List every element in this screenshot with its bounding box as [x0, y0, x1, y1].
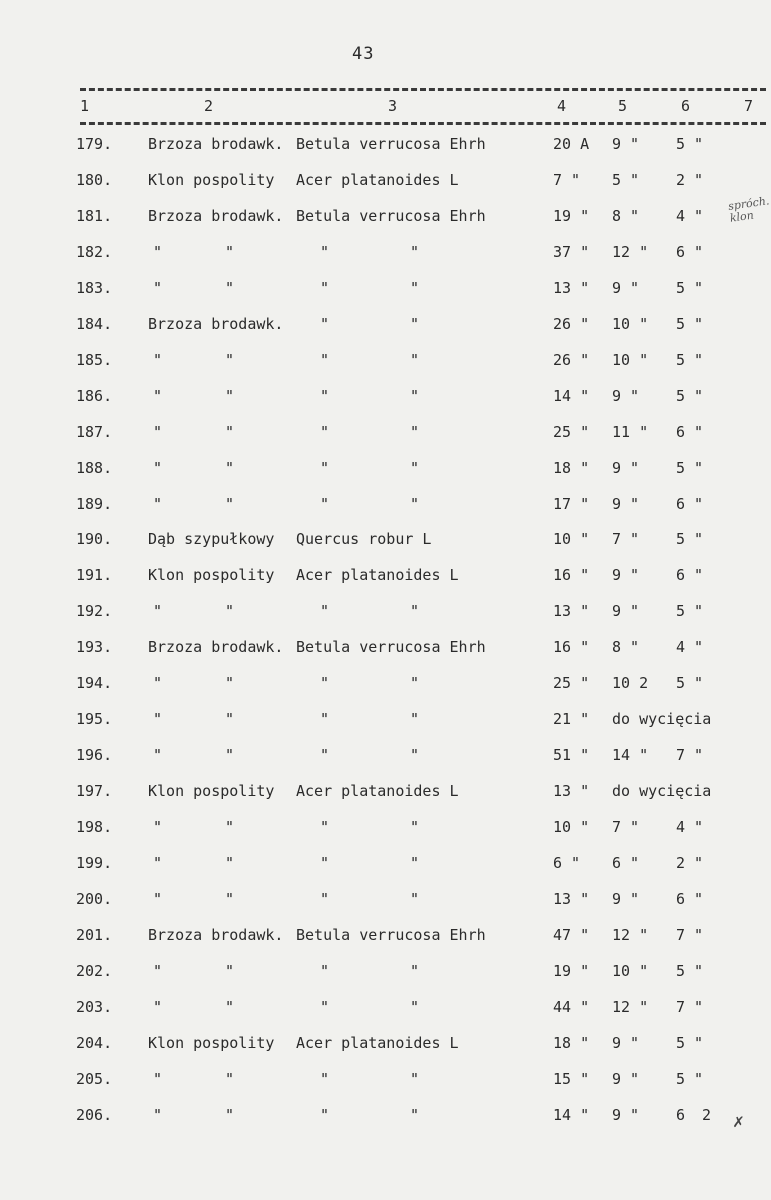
ditto-mark: " [320, 602, 330, 621]
col-5-value: 9 " [612, 135, 640, 153]
ditto-mark: " [410, 386, 420, 405]
ditto-mark: " [410, 818, 420, 837]
col-4-value: 6 " [553, 854, 581, 872]
latin-name: Betula verrucosa Ehrh [296, 638, 486, 657]
col-5-value: 9 " [612, 566, 640, 585]
col-5-value: 5 " [612, 170, 640, 189]
table-row [0, 746, 771, 776]
ditto-mark: " [153, 386, 163, 405]
table-row [0, 710, 771, 740]
col-4-value: 7 " [553, 170, 581, 189]
row-number: 199. [76, 854, 113, 872]
ditto-mark: " [410, 854, 420, 872]
col-5-value: 12 " [612, 997, 649, 1016]
col-6-value: 5 " [676, 674, 704, 693]
ditto-mark: " [153, 458, 163, 477]
table-row [0, 207, 771, 237]
ditto-mark: " [153, 278, 163, 297]
table-row [0, 962, 771, 992]
table-row [0, 854, 771, 884]
ditto-mark: " [153, 674, 163, 693]
col-4-value: 16 " [553, 638, 590, 657]
table-row [0, 243, 771, 273]
col-6-value: 4 " [676, 206, 704, 225]
ditto-mark: " [320, 1105, 330, 1124]
col-5-value: 8 " [612, 206, 640, 225]
row-number: 205. [76, 1069, 113, 1088]
ditto-mark: " [410, 961, 420, 980]
col-4-value: 47 " [553, 925, 590, 944]
col-4-value: 26 " [553, 314, 590, 333]
row-number: 187. [76, 422, 113, 441]
ditto-mark: " [410, 278, 420, 297]
ditto-mark: " [225, 602, 235, 621]
ditto-mark: " [153, 961, 163, 980]
col-5-value: 9 " [612, 386, 640, 405]
ditto-mark: " [410, 242, 420, 261]
col-5-value: 9 " [612, 889, 640, 908]
ditto-mark: " [410, 889, 420, 908]
col-5-value: 10 2 [612, 674, 649, 693]
row-number: 201. [76, 925, 113, 944]
cutting-note: do wycięcia [612, 782, 712, 801]
col-6-value: 5 " [676, 1069, 704, 1088]
latin-name: Acer platanoides L [296, 566, 459, 585]
col-6-value: 4 " [676, 638, 704, 657]
ditto-mark: " [320, 746, 330, 765]
col-6-value: 5 " [676, 386, 704, 405]
ditto-mark: " [410, 674, 420, 693]
col-6-value: 5 " [676, 530, 704, 549]
col-4-value: 26 " [553, 350, 590, 369]
col-6-value: 5 " [676, 602, 704, 621]
col-5-value: 10 " [612, 961, 649, 980]
col-6-value: 7 " [676, 925, 704, 944]
ditto-mark: " [225, 889, 235, 908]
ditto-mark: " [153, 422, 163, 441]
table-row [0, 674, 771, 704]
col-6-value: 2 " [676, 170, 704, 189]
col-5-value: 14 " [612, 746, 649, 765]
polish-name: Klon pospolity [148, 170, 275, 189]
col-header-1: 1 [80, 97, 90, 115]
polish-name: Brzoza brodawk. [148, 206, 284, 225]
col-header-3: 3 [388, 97, 398, 115]
col-6-value: 2 " [676, 854, 704, 872]
row-number: 192. [76, 602, 113, 621]
table-row [0, 638, 771, 668]
ditto-mark: " [153, 818, 163, 837]
col-header-6: 6 [681, 97, 691, 115]
ditto-mark: " [320, 854, 330, 872]
row-number: 191. [76, 566, 113, 585]
polish-name: Klon pospolity [148, 782, 275, 801]
col-4-value: 21 " [553, 710, 590, 729]
row-number: 183. [76, 278, 113, 297]
ditto-mark: " [225, 818, 235, 837]
row-number: 197. [76, 782, 113, 801]
table-row [0, 1106, 771, 1136]
col-4-value: 20 A [553, 135, 590, 153]
col-6-value: 5 " [676, 314, 704, 333]
row-number: 189. [76, 494, 113, 513]
col-4-value: 13 " [553, 278, 590, 297]
col-5-value: 12 " [612, 242, 649, 261]
row-number: 180. [76, 170, 113, 189]
ditto-mark: " [320, 997, 330, 1016]
col-5-value: 9 " [612, 278, 640, 297]
ditto-mark: " [225, 1105, 235, 1124]
ditto-mark: " [225, 350, 235, 369]
col-5-value: 10 " [612, 350, 649, 369]
col-5-value: 8 " [612, 638, 640, 657]
ditto-mark: " [320, 314, 330, 333]
ditto-mark: " [320, 674, 330, 693]
col-4-value: 18 " [553, 1033, 590, 1052]
table-row [0, 1034, 771, 1064]
col-6-value: 6 " [676, 242, 704, 261]
top-rule [80, 88, 766, 91]
ditto-mark: " [225, 961, 235, 980]
ditto-mark: " [320, 1069, 330, 1088]
ditto-mark: " [320, 889, 330, 908]
col-6-value: 7 " [676, 746, 704, 765]
col-header-7: 7 [744, 97, 754, 115]
table-row [0, 315, 771, 345]
row-number: 204. [76, 1033, 113, 1052]
table-row [0, 530, 771, 560]
ditto-mark: " [225, 422, 235, 441]
row-number: 194. [76, 674, 113, 693]
ditto-mark: " [410, 602, 420, 621]
ditto-mark: " [320, 961, 330, 980]
ditto-mark: " [153, 350, 163, 369]
ditto-mark: " [410, 314, 420, 333]
ditto-mark: " [410, 350, 420, 369]
ditto-mark: " [410, 997, 420, 1016]
table-row [0, 566, 771, 596]
col-4-value: 14 " [553, 1105, 590, 1124]
row-number: 181. [76, 206, 113, 225]
ditto-mark: " [225, 278, 235, 297]
col-4-value: 19 " [553, 961, 590, 980]
row-number: 184. [76, 314, 113, 333]
table-row [0, 818, 771, 848]
latin-name: Betula verrucosa Ehrh [296, 206, 486, 225]
table-row [0, 602, 771, 632]
col-4-value: 13 " [553, 889, 590, 908]
header-rule [80, 122, 766, 125]
col-4-value: 44 " [553, 997, 590, 1016]
col-4-value: 16 " [553, 566, 590, 585]
ditto-mark: " [320, 278, 330, 297]
table-row [0, 926, 771, 956]
row-number: 206. [76, 1105, 113, 1124]
row-number: 179. [76, 135, 113, 153]
ditto-mark: " [410, 458, 420, 477]
latin-name: Acer platanoides L [296, 782, 459, 801]
col-7-value: 2 [702, 1105, 712, 1124]
row-number: 193. [76, 638, 113, 657]
col-4-value: 19 " [553, 206, 590, 225]
ditto-mark: " [153, 710, 163, 729]
col-5-value: 9 " [612, 1105, 640, 1124]
ditto-mark: " [153, 602, 163, 621]
col-5-value: 9 " [612, 458, 640, 477]
ditto-mark: " [320, 350, 330, 369]
polish-name: Klon pospolity [148, 566, 275, 585]
polish-name: Brzoza brodawk. [148, 135, 284, 153]
col-6-value: 6 [676, 1105, 686, 1124]
col-6-value: 6 " [676, 566, 704, 585]
col-4-value: 15 " [553, 1069, 590, 1088]
polish-name: Brzoza brodawk. [148, 925, 284, 944]
col-4-value: 37 " [553, 242, 590, 261]
col-5-value: 9 " [612, 494, 640, 513]
ditto-mark: " [153, 854, 163, 872]
table-row [0, 351, 771, 381]
ditto-mark: " [225, 746, 235, 765]
ditto-mark: " [153, 494, 163, 513]
col-5-value: 6 " [612, 854, 640, 872]
col-6-value: 6 " [676, 422, 704, 441]
row-number: 182. [76, 242, 113, 261]
ditto-mark: " [320, 818, 330, 837]
ditto-mark: " [410, 494, 420, 513]
cross-mark: ✗ [733, 1111, 744, 1132]
ditto-mark: " [225, 458, 235, 477]
table-row [0, 279, 771, 309]
ditto-mark: " [410, 1105, 420, 1124]
col-5-value: 7 " [612, 530, 640, 549]
ditto-mark: " [225, 710, 235, 729]
table-row [0, 459, 771, 489]
table-row [0, 782, 771, 812]
col-6-value: 5 " [676, 278, 704, 297]
col-6-value: 5 " [676, 135, 704, 153]
page-number: 43 [352, 44, 375, 64]
row-number: 186. [76, 386, 113, 405]
ditto-mark: " [320, 422, 330, 441]
latin-name: Acer platanoides L [296, 170, 459, 189]
table-row [0, 998, 771, 1028]
table-row [0, 890, 771, 920]
col-5-value: 9 " [612, 602, 640, 621]
ditto-mark: " [225, 494, 235, 513]
ditto-mark: " [225, 997, 235, 1016]
col-5-value: 10 " [612, 314, 649, 333]
col-6-value: 5 " [676, 350, 704, 369]
col-5-value: 7 " [612, 818, 640, 837]
table-row [0, 387, 771, 417]
table-row [0, 423, 771, 453]
ditto-mark: " [153, 1105, 163, 1124]
col-6-value: 6 " [676, 494, 704, 513]
table-row [0, 495, 771, 525]
col-6-value: 5 " [676, 1033, 704, 1052]
col-4-value: 10 " [553, 818, 590, 837]
ditto-mark: " [410, 1069, 420, 1088]
col-header-2: 2 [204, 97, 214, 115]
row-number: 190. [76, 530, 113, 549]
ditto-mark: " [225, 386, 235, 405]
col-5-value: 12 " [612, 925, 649, 944]
col-6-value: 4 " [676, 818, 704, 837]
polish-name: Brzoza brodawk. [148, 314, 284, 333]
polish-name: Klon pospolity [148, 1033, 275, 1052]
row-number: 198. [76, 818, 113, 837]
col-6-value: 5 " [676, 961, 704, 980]
col-4-value: 14 " [553, 386, 590, 405]
row-number: 185. [76, 350, 113, 369]
col-4-value: 13 " [553, 782, 590, 801]
ditto-mark: " [410, 422, 420, 441]
latin-name: Betula verrucosa Ehrh [296, 925, 486, 944]
col-4-value: 17 " [553, 494, 590, 513]
col-4-value: 25 " [553, 422, 590, 441]
col-5-value: 9 " [612, 1069, 640, 1088]
row-number: 203. [76, 997, 113, 1016]
cutting-note: do wycięcia [612, 710, 712, 729]
latin-name: Betula verrucosa Ehrh [296, 135, 486, 153]
col-6-value: 7 " [676, 997, 704, 1016]
ditto-mark: " [153, 746, 163, 765]
row-number: 196. [76, 746, 113, 765]
ditto-mark: " [225, 1069, 235, 1088]
row-number: 200. [76, 889, 113, 908]
polish-name: Dąb szypułkowy [148, 530, 275, 549]
table-row [0, 1070, 771, 1100]
table-row [0, 135, 771, 165]
ditto-mark: " [410, 746, 420, 765]
row-number: 195. [76, 710, 113, 729]
margin-note: spróch. klon [727, 194, 771, 225]
col-4-value: 13 " [553, 602, 590, 621]
col-4-value: 18 " [553, 458, 590, 477]
col-4-value: 10 " [553, 530, 590, 549]
col-5-value: 9 " [612, 1033, 640, 1052]
ditto-mark: " [320, 494, 330, 513]
ditto-mark: " [153, 997, 163, 1016]
ditto-mark: " [225, 242, 235, 261]
col-4-value: 25 " [553, 674, 590, 693]
latin-name: Acer platanoides L [296, 1033, 459, 1052]
col-header-4: 4 [557, 97, 567, 115]
ditto-mark: " [153, 889, 163, 908]
col-6-value: 5 " [676, 458, 704, 477]
table-row [0, 171, 771, 201]
ditto-mark: " [320, 710, 330, 729]
col-header-5: 5 [618, 97, 628, 115]
ditto-mark: " [410, 710, 420, 729]
ditto-mark: " [320, 242, 330, 261]
ditto-mark: " [320, 386, 330, 405]
col-5-value: 11 " [612, 422, 649, 441]
ditto-mark: " [320, 458, 330, 477]
latin-name: Quercus robur L [296, 530, 432, 549]
row-number: 202. [76, 961, 113, 980]
col-6-value: 6 " [676, 889, 704, 908]
ditto-mark: " [153, 1069, 163, 1088]
row-number: 188. [76, 458, 113, 477]
col-4-value: 51 " [553, 746, 590, 765]
polish-name: Brzoza brodawk. [148, 638, 284, 657]
ditto-mark: " [225, 674, 235, 693]
ditto-mark: " [225, 854, 235, 872]
ditto-mark: " [153, 242, 163, 261]
